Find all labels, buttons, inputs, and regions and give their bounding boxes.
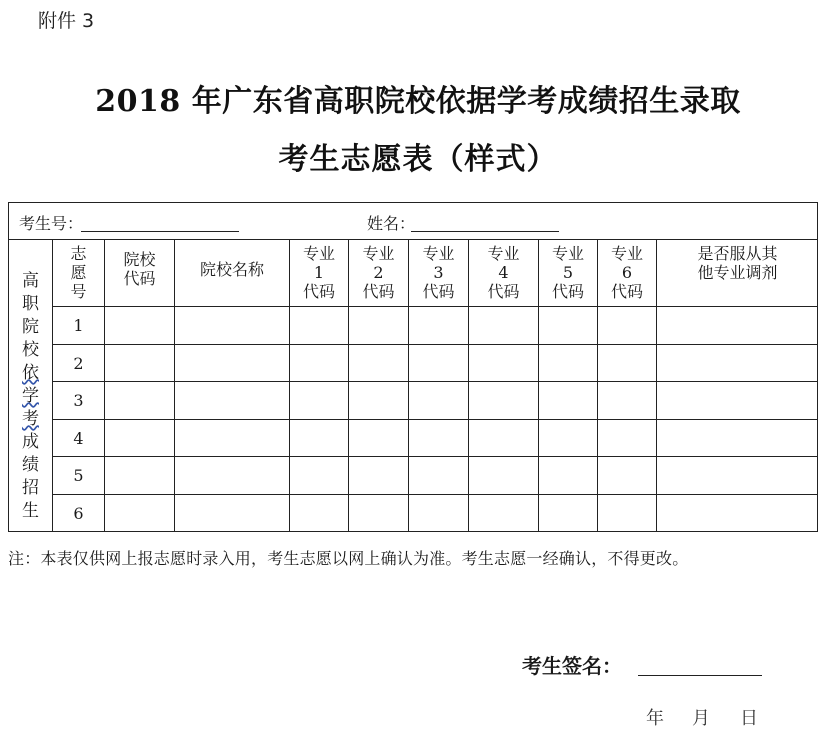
header-major-2-code-text: [349, 244, 408, 301]
header-adjust: [657, 240, 818, 307]
entry-cell[interactable]: [175, 382, 290, 420]
signature-label: 考生签名：: [522, 654, 622, 678]
side-label-char: 成: [22, 432, 39, 452]
entry-cell[interactable]: [469, 420, 539, 458]
header-major-5-code: [539, 240, 598, 307]
entry-cell[interactable]: [349, 307, 409, 345]
header-school-code-line: 院校: [123, 250, 156, 269]
name-label: 姓名：: [367, 214, 416, 233]
entry-cell[interactable]: [657, 307, 818, 345]
entry-cell[interactable]: [105, 382, 175, 420]
row-number-cell: 1: [53, 307, 105, 345]
entry-cell[interactable]: [539, 495, 598, 533]
entry-cell[interactable]: [290, 307, 349, 345]
header-adjust-line: 他专业调剂: [697, 263, 778, 282]
application-form-table: [8, 202, 818, 532]
entry-cell[interactable]: [175, 457, 290, 495]
row-number-cell: 4: [53, 420, 105, 458]
header-major-1-code: [290, 240, 349, 307]
entry-cell[interactable]: [657, 420, 818, 458]
header-choice-number-line: 愿: [70, 263, 87, 282]
entry-cell[interactable]: [657, 457, 818, 495]
page-title-line1: 2018 年广东省高职院校依据学考成绩招生录取: [95, 84, 741, 119]
entry-cell[interactable]: [290, 345, 349, 383]
header-school-code-text: [105, 250, 174, 288]
entry-cell[interactable]: [598, 457, 657, 495]
header-major-6-code-line: 代码: [610, 282, 643, 301]
header-school-code: [105, 240, 175, 307]
entry-cell[interactable]: [349, 495, 409, 533]
row-number-cell: 6: [53, 495, 105, 533]
info-row: [9, 203, 817, 240]
header-choice-number-text: [53, 244, 104, 301]
page-title-line2: 考生志愿表（样式）: [278, 142, 558, 177]
entry-cell[interactable]: [539, 382, 598, 420]
entry-cell[interactable]: [469, 345, 539, 383]
header-major-5-code-line: 专业: [551, 244, 584, 263]
entry-cell[interactable]: [469, 495, 539, 533]
entry-cell[interactable]: [598, 382, 657, 420]
header-major-1-code-line: 1: [313, 263, 325, 282]
entry-cell[interactable]: [469, 307, 539, 345]
entry-cell[interactable]: [469, 457, 539, 495]
header-adjust-text: [657, 244, 818, 282]
entry-cell[interactable]: [409, 345, 469, 383]
entry-cell[interactable]: [598, 345, 657, 383]
signature-field[interactable]: [638, 675, 762, 676]
header-major-6-code: [598, 240, 657, 307]
header-major-1-code-text: [290, 244, 348, 301]
header-major-1-code-line: 专业: [302, 244, 335, 263]
header-major-3-code-text: [409, 244, 468, 301]
side-label-char: 生: [22, 501, 39, 521]
entry-cell[interactable]: [539, 307, 598, 345]
header-school-name: [175, 240, 290, 307]
header-major-6-code-text: [598, 244, 656, 301]
row-number-cell: 5: [53, 457, 105, 495]
header-major-3-code-line: 代码: [422, 282, 455, 301]
entry-cell[interactable]: [175, 420, 290, 458]
entry-cell[interactable]: [598, 307, 657, 345]
header-major-5-code-line: 5: [562, 263, 574, 282]
entry-cell[interactable]: [409, 382, 469, 420]
entry-cell[interactable]: [409, 495, 469, 533]
header-major-6-code-line: 6: [621, 263, 633, 282]
side-label-char: 学: [22, 386, 39, 406]
header-major-1-code-line: 代码: [302, 282, 335, 301]
row-number-cell: 2: [53, 345, 105, 383]
entry-cell[interactable]: [290, 382, 349, 420]
entry-cell[interactable]: [290, 420, 349, 458]
header-major-4-code-line: 4: [498, 263, 509, 282]
date-month-label: 月: [692, 708, 710, 729]
side-label-char: 考: [22, 409, 39, 429]
side-label-char: 招: [22, 478, 39, 498]
entry-cell[interactable]: [290, 457, 349, 495]
header-major-4-code-line: 代码: [487, 282, 520, 301]
header-major-4-code-text: [469, 244, 538, 301]
entry-cell[interactable]: [539, 420, 598, 458]
entry-cell[interactable]: [409, 420, 469, 458]
header-major-2-code-line: 代码: [362, 282, 395, 301]
header-major-5-code-text: [539, 244, 597, 301]
footnote: 注：本表仅供网上报志愿时录入用，考生志愿以网上确认为准。考生志愿一经确认，不得更改。: [8, 549, 689, 568]
entry-cell[interactable]: [349, 420, 409, 458]
entry-cell[interactable]: [290, 495, 349, 533]
header-major-2-code-line: 专业: [362, 244, 395, 263]
entry-cell[interactable]: [105, 420, 175, 458]
entry-cell[interactable]: [349, 345, 409, 383]
side-label-char: 高: [22, 271, 39, 291]
entry-cell[interactable]: [105, 495, 175, 533]
header-major-3-code-line: 3: [433, 263, 444, 282]
entry-cell[interactable]: [175, 307, 290, 345]
entry-cell[interactable]: [349, 382, 409, 420]
entry-cell[interactable]: [349, 457, 409, 495]
row-number-cell: 3: [53, 382, 105, 420]
entry-cell[interactable]: [539, 457, 598, 495]
header-major-3-code-line: 专业: [422, 244, 455, 263]
header-choice-number-line: 志: [70, 244, 87, 263]
header-major-4-code: [469, 240, 539, 307]
entry-cell[interactable]: [175, 495, 290, 533]
header-major-3-code: [409, 240, 469, 307]
entry-cell[interactable]: [657, 382, 818, 420]
date-day-label: 日: [740, 708, 758, 729]
exam-number-label: 考生号：: [19, 214, 84, 233]
date-year-label: 年: [646, 708, 664, 729]
entry-cell[interactable]: [175, 345, 290, 383]
exam-number-field[interactable]: [81, 231, 239, 232]
header-choice-number-line: 号: [70, 282, 87, 301]
header-major-4-code-line: 专业: [487, 244, 520, 263]
entry-cell[interactable]: [598, 420, 657, 458]
side-label-cell: [9, 240, 53, 531]
side-label-char: 院: [22, 317, 39, 337]
entry-cell[interactable]: [105, 345, 175, 383]
header-adjust-line: 是否服从其: [697, 244, 778, 263]
side-label-char: 绩: [22, 455, 39, 475]
header-school-code-line: 代码: [123, 269, 156, 288]
entry-cell[interactable]: [409, 307, 469, 345]
side-label-char: 依: [22, 363, 39, 383]
entry-cell[interactable]: [539, 345, 598, 383]
entry-cell[interactable]: [657, 495, 818, 533]
side-label-char: 职: [22, 294, 39, 314]
side-vertical-label: [9, 270, 52, 523]
attachment-label: 附件 3: [38, 10, 95, 32]
header-school-name-text: 院校名称: [199, 260, 264, 279]
entry-cell[interactable]: [469, 382, 539, 420]
header-major-2-code-line: 2: [373, 263, 384, 282]
entry-cell[interactable]: [409, 457, 469, 495]
side-label-char: 校: [22, 340, 39, 360]
header-major-6-code-line: 专业: [610, 244, 643, 263]
header-choice-number: [53, 240, 105, 307]
entry-cell[interactable]: [657, 345, 818, 383]
header-major-5-code-line: 代码: [551, 282, 584, 301]
entry-cell[interactable]: [105, 307, 175, 345]
entry-cell[interactable]: [105, 457, 175, 495]
name-field[interactable]: [411, 231, 559, 232]
header-major-2-code: [349, 240, 409, 307]
entry-cell[interactable]: [598, 495, 657, 533]
